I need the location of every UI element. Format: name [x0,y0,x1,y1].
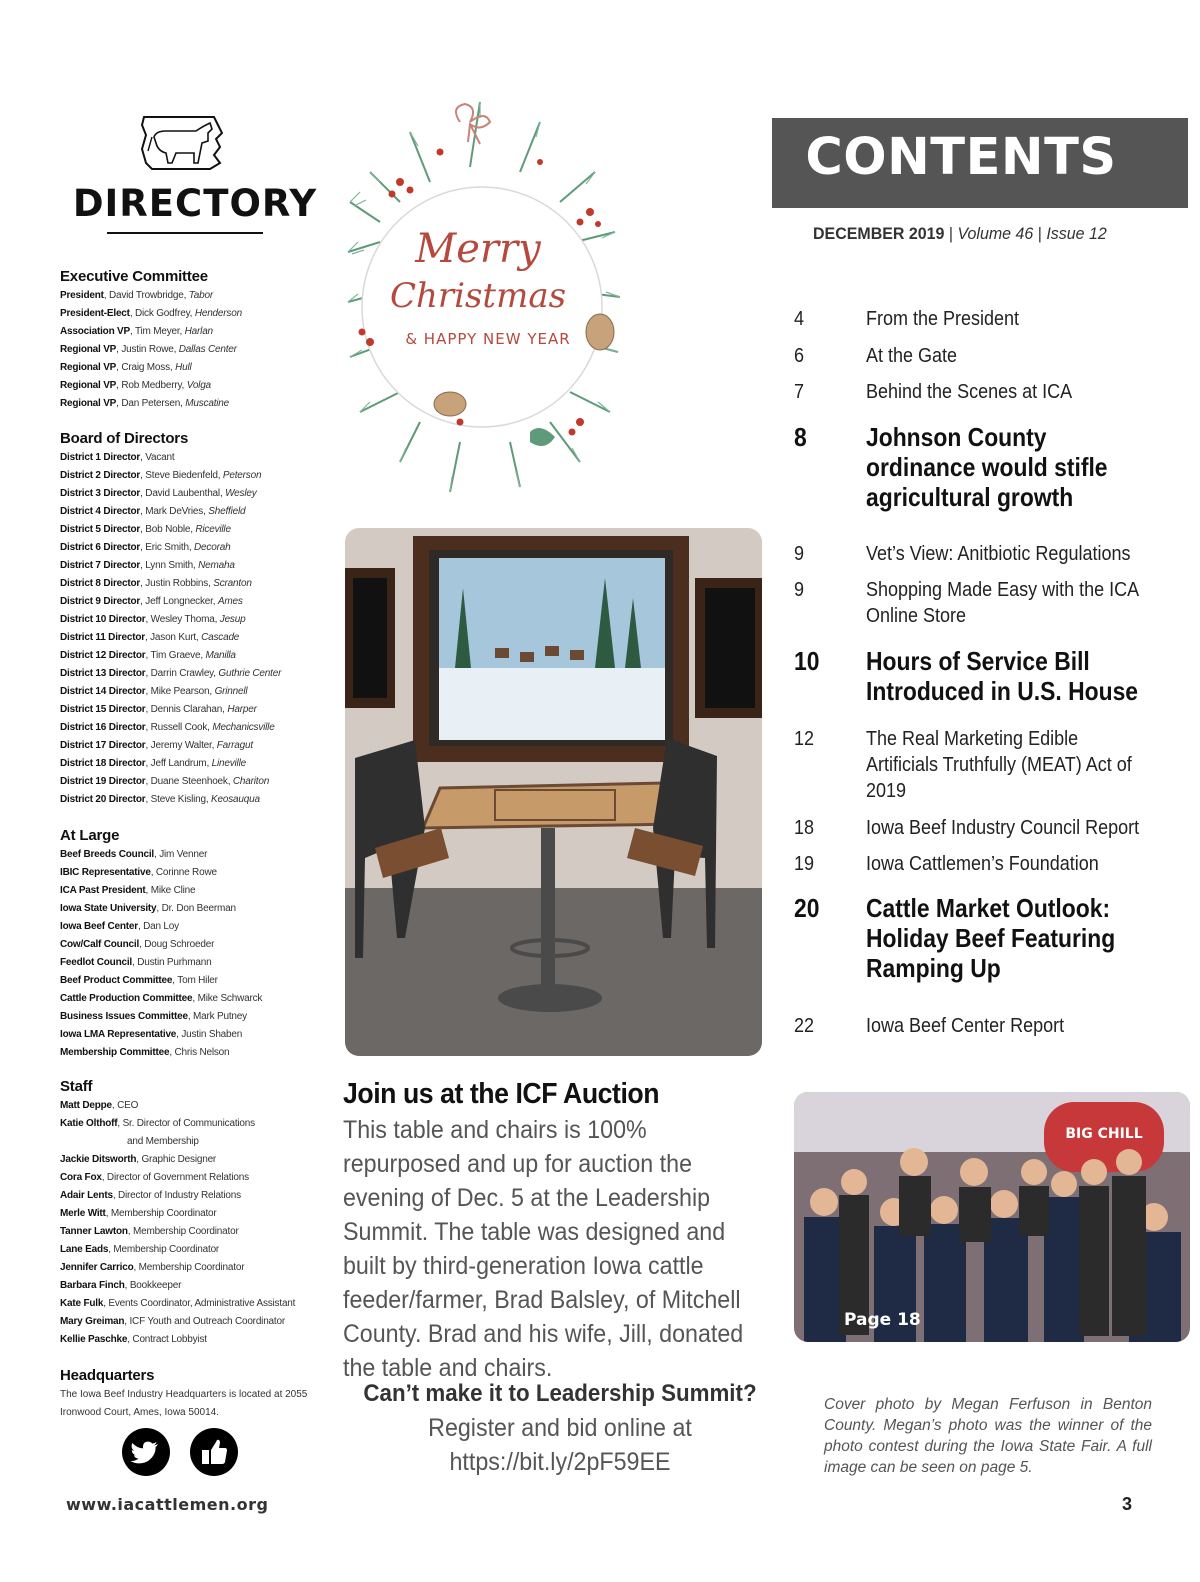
staff-heading: Staff [60,1078,93,1095]
directory-name: David Laubenthal [145,488,220,499]
directory-name: Bookkeeper [129,1280,182,1291]
directory-row: District 6 Director, Eric Smith, Decorah [60,542,231,553]
toc-page-number: 9 [794,543,805,565]
directory-role: Beef Breeds Council [60,849,155,860]
directory-role: District 3 Director [60,488,141,499]
directory-place: Lineville [211,758,246,769]
group-photo [794,1092,1190,1342]
directory-row: District 17 Director, Jeremy Walter, Farragut [60,740,253,751]
directory-place: Hull [175,362,192,373]
christmas-wreath-illustration [340,92,625,512]
directory-place: Harlan [184,326,213,337]
toc-title: The Real Marketing Edible Artificials Truthfully (MEAT) Act of 2019 [866,728,1132,802]
directory-role: Cow/Calf Council [60,939,140,950]
directory-name: Dick Godfrey [134,308,190,319]
directory-role: District 5 Director [60,524,141,535]
directory-row: District 8 Director, Justin Robbins, Scranton [60,578,252,589]
directory-row: District 11 Director, Jason Kurt, Cascade [60,632,240,643]
directory-name: Chris Nelson [174,1047,230,1058]
directory-place: Harper [227,704,257,715]
directory-row: Iowa LMA Representative, Justin Shaben [60,1029,243,1040]
directory-name: Mark DeVries [145,506,204,517]
toc-title: Cattle Market Outlook: Holiday Beef Featuring Ramping Up [866,893,1116,983]
directory-row: Iowa State University, Dr. Don Beerman [60,903,236,914]
toc-page-number: 10 [794,646,820,676]
directory-name: Russell Cook [150,722,208,733]
directory-row: Association VP, Tim Meyer, Harlan [60,326,213,337]
directory-row: Regional VP, Justin Rowe, Dallas Center [60,344,237,355]
directory-row: Beef Breeds Council, Jim Venner [60,849,208,860]
table-and-chairs-photo [345,528,762,1056]
directory-role: Regional VP [60,398,117,409]
directory-name: Dennis Clarahan [150,704,223,715]
directory-row: District 14 Director, Mike Pearson, Grinnell [60,686,248,697]
directory-name: Bob Noble [145,524,191,535]
directory-row: Kate Fulk, Events Coordinator, Administrative Assistant [60,1298,296,1309]
directory-role: Matt Deppe [60,1100,112,1111]
directory-name: Steve Biedenfeld [145,470,218,481]
directory-role: District 11 Director [60,632,145,643]
directory-place: Volga [186,380,211,391]
directory-row: Mary Greiman, ICF Youth and Outreach Coordinator [60,1316,285,1327]
happy-new-year-text: & HAPPY NEW YEAR [405,330,571,348]
directory-role: President [60,290,104,301]
toc-page-number: 20 [794,893,820,923]
directory-row: Regional VP, Rob Medberry, Volga [60,380,211,391]
directory-row: District 2 Director, Steve Biedenfeld, Peterson [60,470,262,481]
directory-place: Decorah [194,542,231,553]
directory-name: Membership Coordinator [110,1208,217,1219]
directory-place: Scranton [213,578,252,589]
page-number: 3 [1122,1494,1133,1514]
directory-role: IBIC Representative [60,867,151,878]
toc-title: Hours of Service Bill Introduced in U.S. House [866,646,1139,706]
toc-title: From the President [866,308,1020,330]
auction-description: This table and chairs is 100% repurposed and up for auction the evening of Dec. 5 at the Leadership Summit. The table was designed and built by third-generation Iowa cattle feeder/farmer, Brad Balsley, of Mitchell County. Brad and his wife, Jill, donated the table and chairs. [343,1116,744,1382]
directory-divider [107,232,263,234]
directory-role: Lane Eads [60,1244,109,1255]
directory-name: David Trowbridge [108,290,184,301]
directory-row: Business Issues Committee, Mark Putney [60,1011,247,1022]
directory-role: Kate Fulk [60,1298,104,1309]
toc-title: Iowa Beef Industry Council Report [866,817,1140,839]
cover-credit: Cover photo by Megan Ferfuson in Benton County. Megan’s photo was the winner of the photo contest during the Iowa State Fair. A full image can be seen on page 5. [824,1396,1152,1476]
toc-page-number: 9 [794,579,805,601]
directory-role: Tanner Lawton [60,1226,128,1237]
directory-role: Adair Lents [60,1190,113,1201]
toc-title: Johnson County ordinance would stifle agricultural growth [866,422,1108,512]
directory-name: Contract Lobbyist [132,1334,207,1345]
directory-name: Dan Petersen [121,398,181,409]
merry-text: Merry [415,226,541,272]
directory-row: President, David Trowbridge, Tabor [60,290,213,301]
directory-row [60,1133,325,1151]
directory-place: Jesup [219,614,246,625]
directory-role: District 14 Director [60,686,146,697]
directory-name: Doug Schroeder [144,939,215,950]
directory-name: Corinne Rowe [155,867,217,878]
website-url[interactable]: www.iacattlemen.org [66,1495,269,1514]
directory-name: Justin Shaben [181,1029,243,1040]
directory-name: Eric Smith [145,542,189,553]
directory-row: Regional VP, Craig Moss, Hull [60,362,192,373]
directory-row: District 4 Director, Mark DeVries, Sheffield [60,506,246,517]
toc-page-number: 8 [794,422,807,452]
directory-row: District 19 Director, Duane Steenhoek, Chariton [60,776,270,787]
directory-role: Iowa Beef Center [60,921,138,932]
directory-role: Regional VP [60,362,117,373]
headquarters-section [60,1367,325,1422]
directory-row: District 16 Director, Russell Cook, Mechanicsville [60,722,275,733]
directory-row: Feedlot Council, Dustin Purhmann [60,957,212,968]
directory-role: District 16 Director [60,722,146,733]
directory-name: Wesley Thoma [150,614,215,625]
directory-name: Mike Cline [150,885,196,896]
directory-name: Jim Venner [159,849,208,860]
contents-title: CONTENTS [805,128,1117,187]
directory-name: Tom Hiler [177,975,218,986]
directory-row: District 12 Director, Tim Graeve, Manilla [60,650,236,661]
directory-name: Duane Steenhoek [150,776,228,787]
directory-role: District 12 Director [60,650,146,661]
directory-row: Jennifer Carrico, Membership Coordinator [60,1262,245,1273]
directory-role: District 8 Director [60,578,141,589]
directory-role: Mary Greiman [60,1316,125,1327]
directory-row: Regional VP, Dan Petersen, Muscatine [60,398,230,409]
directory-row: Beef Product Committee, Tom Hiler [60,975,218,986]
cattle-logo-icon [136,113,226,173]
summit-question: Can’t make it to Leadership Summit? [363,1380,757,1407]
directory-role: Merle Witt [60,1208,106,1219]
directory-name: Director of Government Relations [106,1172,249,1183]
photo-caption: Page 18 [844,1310,921,1330]
toc-title: Shopping Made Easy with the ICA Online Store [866,579,1139,627]
directory-name: Tim Meyer [134,326,180,337]
at-large-section [60,827,325,1062]
directory-place: Peterson [222,470,262,481]
toc-page-number: 19 [794,853,815,875]
directory-title: DIRECTORY [72,182,318,225]
toc-page-number: 6 [794,345,805,367]
directory-name: Lynn Smith [145,560,193,571]
directory-name: Jeff Longnecker [145,596,213,607]
directory-role: Membership Committee [60,1047,170,1058]
toc-title: Iowa Beef Center Report [866,1015,1065,1037]
directory-name: Events Coordinator, Administrative Assistant [108,1298,296,1309]
directory-name: Rob Medberry [121,380,182,391]
directory-place: Riceville [195,524,231,535]
toc-page-number: 18 [794,817,815,839]
board-of-directors-section [60,430,325,809]
directory-name: Dr. Don Beerman [161,903,236,914]
directory-name: Director of Industry Relations [117,1190,241,1201]
directory-name: Membership Coordinator [113,1244,220,1255]
toc-page-number: 7 [794,381,805,403]
directory-role: Barbara Finch [60,1280,125,1291]
directory-row: Katie Olthoff, Sr. Director of Communications [60,1118,255,1129]
directory-row: Iowa Beef Center, Dan Loy [60,921,179,932]
directory-row: Adair Lents, Director of Industry Relations [60,1190,241,1201]
directory-row: Merle Witt, Membership Coordinator [60,1208,217,1219]
directory-row: District 9 Director, Jeff Longnecker, Ames [60,596,243,607]
directory-place: Sheffield [208,506,246,517]
directory-row: Lane Eads, Membership Coordinator [60,1244,220,1255]
directory-name: Jeff Landrum [150,758,207,769]
directory-row: Cattle Production Committee, Mike Schwarck [60,993,263,1004]
directory-role: Jennifer Carrico [60,1262,134,1273]
christmas-text: Christmas [389,276,567,316]
directory-name: Tim Graeve [150,650,201,661]
directory-place: Henderson [194,308,242,319]
directory-name: ICF Youth and Outreach Coordinator [129,1316,285,1327]
directory-row: Membership Committee, Chris Nelson [60,1047,230,1058]
directory-role: District 19 Director [60,776,146,787]
directory-name: Sr. Director of Communications [122,1118,255,1129]
directory-role: Cora Fox [60,1172,102,1183]
issue-info: DECEMBER 2019 | Volume 46 | Issue 12 [813,224,1107,243]
executive-committee-section [60,268,325,413]
directory-name: Mike Pearson [150,686,210,697]
directory-role: District 18 Director [60,758,146,769]
directory-row: ICA Past President, Mike Cline [60,885,196,896]
directory-role: Business Issues Committee [60,1011,188,1022]
toc-title: Vet’s View: Anitbiotic Regulations [866,543,1131,565]
directory-name: Dan Loy [143,921,179,932]
directory-role: District 4 Director [60,506,141,517]
directory-row: District 5 Director, Bob Noble, Riceville [60,524,231,535]
toc-title: Behind the Scenes at ICA [866,381,1073,403]
executive-committee-heading: Executive Committee [60,268,208,285]
twitter-icon[interactable] [122,1428,170,1476]
directory-place: Cascade [201,632,240,643]
directory-place: Nemaha [198,560,235,571]
directory-role: District 20 Director [60,794,146,805]
toc-title: At the Gate [866,345,958,367]
directory-row: District 3 Director, David Laubenthal, Wesley [60,488,257,499]
directory-name: Craig Moss [121,362,170,373]
directory-name: Vacant [145,452,175,463]
directory-row: District 13 Director, Darrin Crawley, Guthrie Center [60,668,282,679]
directory-place: Ames [217,596,243,607]
issue-number: Issue 12 [1046,224,1107,243]
directory-name: Graphic Designer [141,1154,217,1165]
directory-role: Beef Product Committee [60,975,173,986]
directory-role: Regional VP [60,344,117,355]
headquarters-heading: Headquarters [60,1367,155,1384]
directory-role: Feedlot Council [60,957,133,968]
directory-role: District 9 Director [60,596,141,607]
directory-role: District 1 Director [60,452,141,463]
directory-name: CEO [117,1100,139,1111]
directory-role: Kellie Paschke [60,1334,128,1345]
directory-row: District 15 Director, Dennis Clarahan, Harper [60,704,257,715]
directory-role: Katie Olthoff [60,1118,118,1129]
register-text: Register and bid online at [428,1414,692,1442]
directory-role: District 15 Director [60,704,146,715]
toc-page-number: 12 [794,728,815,750]
directory-row: Matt Deppe, CEO [60,1100,139,1111]
directory-row: IBIC Representative, Corinne Rowe [60,867,217,878]
directory-role: District 13 Director [60,668,146,679]
directory-role: Iowa LMA Representative [60,1029,177,1040]
directory-name: Darrin Crawley [150,668,214,679]
toc-page-number: 4 [794,308,805,330]
directory-place: Farragut [216,740,253,751]
issue-month: DECEMBER 2019 [813,224,945,243]
toc-page-number: 22 [794,1015,815,1037]
directory-row: Tanner Lawton, Membership Coordinator [60,1226,239,1237]
directory-place: Keosauqua [211,794,260,805]
directory-row: District 1 Director, Vacant [60,452,175,463]
directory-name: Jason Kurt [150,632,196,643]
directory-place: Dallas Center [178,344,237,355]
directory-role: Iowa State University [60,903,157,914]
facebook-like-icon[interactable] [190,1428,238,1476]
directory-name: Jeremy Walter [150,740,212,751]
directory-name: Justin Robbins [145,578,209,589]
directory-place: Grinnell [214,686,248,697]
directory-name: Steve Kisling [150,794,206,805]
directory-row: Kellie Paschke, Contract Lobbyist [60,1334,207,1345]
directory-row: District 18 Director, Jeff Landrum, Lineville [60,758,246,769]
directory-row: District 20 Director, Steve Kisling, Keosauqua [60,794,260,805]
directory-row: Cow/Calf Council, Doug Schroeder [60,939,215,950]
directory-role: District 2 Director [60,470,141,481]
directory-place: Tabor [188,290,213,301]
directory-place: Muscatine [185,398,230,409]
directory-role: Association VP [60,326,130,337]
directory-row: President-Elect, Dick Godfrey, Henderson [60,308,242,319]
toc-title: Iowa Cattlemen’s Foundation [866,853,1099,875]
directory-place: Chariton [232,776,270,787]
directory-role: President-Elect [60,308,130,319]
directory-place: Mechanicsville [212,722,275,733]
directory-role: District 10 Director [60,614,146,625]
directory-row: District 10 Director, Wesley Thoma, Jesup [60,614,246,625]
headquarters-address: The Iowa Beef Industry Headquarters is located at 2055 Ironwood Court, Ames, Iowa 50014. [60,1389,308,1418]
auction-link[interactable]: https://bit.ly/2pF59EE [449,1448,671,1476]
staff-section [60,1078,325,1349]
directory-row: Cora Fox, Director of Government Relations [60,1172,249,1183]
at-large-heading: At Large [60,827,120,844]
directory-role: District 7 Director [60,560,141,571]
directory-role: Jackie Ditsworth [60,1154,137,1165]
auction-title: Join us at the ICF Auction [343,1078,660,1110]
directory-name: Membership Coordinator [132,1226,239,1237]
directory-role: District 6 Director [60,542,141,553]
directory-name: Membership Coordinator [138,1262,245,1273]
board-of-directors-heading: Board of Directors [60,430,189,447]
directory-role: ICA Past President [60,885,146,896]
directory-role: Regional VP [60,380,117,391]
directory-role: Cattle Production Committee [60,993,193,1004]
directory-name: Mark Putney [193,1011,247,1022]
directory-role: District 17 Director [60,740,146,751]
directory-place: Manilla [205,650,236,661]
directory-name: Justin Rowe [121,344,174,355]
big-chill-sign: BIG CHILL [1065,1126,1143,1142]
directory-row: Barbara Finch, Bookkeeper [60,1280,182,1291]
issue-volume: Volume 46 [957,224,1034,243]
directory-name: Mike Schwarck [197,993,263,1004]
directory-place: Guthrie Center [218,668,282,679]
directory-name: and Membership [127,1136,199,1147]
directory-name: Dustin Purhmann [137,957,212,968]
directory-place: Wesley [225,488,257,499]
directory-row: District 7 Director, Lynn Smith, Nemaha [60,560,235,571]
directory-row: Jackie Ditsworth, Graphic Designer [60,1154,217,1165]
